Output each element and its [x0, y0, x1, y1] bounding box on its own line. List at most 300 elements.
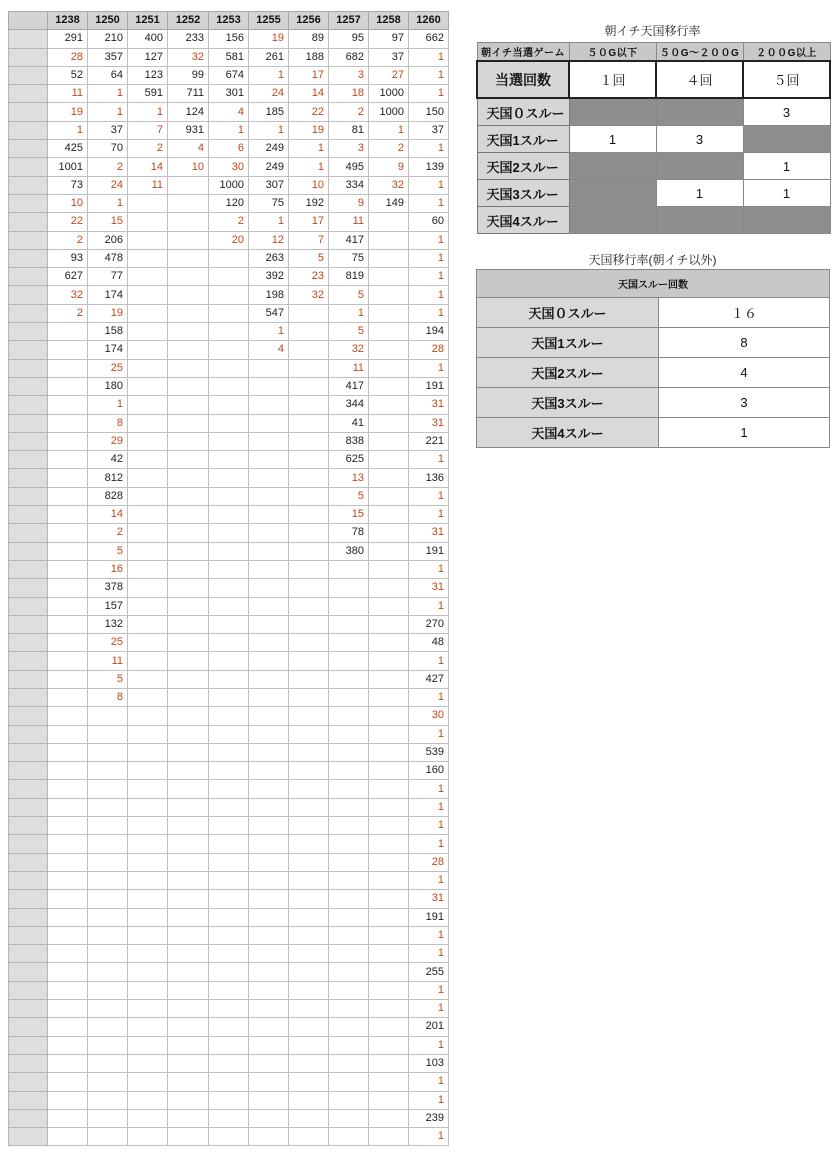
row-header-cell	[9, 487, 48, 505]
table-row	[9, 798, 449, 816]
data-cell	[369, 817, 409, 835]
data-cell: 160	[409, 762, 449, 780]
data-cell	[48, 560, 88, 578]
data-cell	[168, 469, 209, 487]
data-cell: 1000	[369, 103, 409, 121]
data-cell	[48, 853, 88, 871]
table-row	[9, 359, 449, 377]
data-cell: 28	[409, 853, 449, 871]
data-cell	[88, 1109, 128, 1127]
data-cell: 674	[209, 66, 249, 84]
data-cell	[289, 652, 329, 670]
data-cell: 344	[329, 396, 369, 414]
data-cell: 301	[209, 85, 249, 103]
data-cell	[209, 890, 249, 908]
data-cell: 1	[409, 817, 449, 835]
data-cell: 478	[88, 249, 128, 267]
data-cell	[88, 707, 128, 725]
data-cell: 31	[409, 890, 449, 908]
data-cell: 4	[209, 103, 249, 121]
data-cell	[249, 359, 289, 377]
data-cell: 25	[88, 634, 128, 652]
row-header-cell	[9, 780, 48, 798]
data-cell: 93	[48, 249, 88, 267]
table-row	[9, 762, 449, 780]
data-cell	[209, 249, 249, 267]
data-cell	[289, 1109, 329, 1127]
data-cell	[48, 377, 88, 395]
data-cell	[369, 871, 409, 889]
data-cell: 185	[249, 103, 289, 121]
empty-gray-cell	[569, 180, 656, 207]
heaven-through-label: 天国4スルー	[477, 418, 659, 448]
data-cell: 17	[289, 66, 329, 84]
data-cell	[289, 743, 329, 761]
data-cell: 1	[409, 487, 449, 505]
row-header-corner	[9, 12, 48, 30]
row-header-cell	[9, 688, 48, 706]
data-cell: 25	[88, 359, 128, 377]
table-row	[9, 652, 449, 670]
data-cell: 1	[409, 871, 449, 889]
data-cell	[249, 1109, 289, 1127]
count-cell: 8	[659, 328, 830, 358]
data-cell	[329, 853, 369, 871]
data-cell: 1	[409, 926, 449, 944]
data-cell	[329, 579, 369, 597]
data-cell	[249, 1000, 289, 1018]
data-cell	[249, 945, 289, 963]
heaven-through-label: 天国０スルー	[477, 98, 569, 126]
data-cell: 14	[128, 158, 168, 176]
data-cell: 27	[369, 66, 409, 84]
data-cell	[128, 707, 168, 725]
other-heaven-rate-table	[476, 269, 830, 448]
data-cell: 32	[289, 286, 329, 304]
data-cell	[168, 194, 209, 212]
data-cell: 191	[409, 908, 449, 926]
row-header-cell	[9, 213, 48, 231]
heaven-through-row	[477, 388, 830, 418]
data-cell	[128, 926, 168, 944]
row-header-cell	[9, 158, 48, 176]
data-cell	[209, 432, 249, 450]
data-cell	[128, 304, 168, 322]
data-cell: 28	[48, 48, 88, 66]
data-cell	[209, 853, 249, 871]
morning-header-cell: ５０G〜２００G	[656, 43, 743, 62]
data-cell	[48, 579, 88, 597]
data-cell	[48, 707, 88, 725]
data-cell: 1	[369, 121, 409, 139]
data-cell: 1	[409, 85, 449, 103]
row-header-cell	[9, 48, 48, 66]
row-header-cell	[9, 194, 48, 212]
data-cell	[329, 597, 369, 615]
data-cell	[289, 1073, 329, 1091]
data-cell: 19	[48, 103, 88, 121]
data-cell	[168, 579, 209, 597]
data-cell	[369, 926, 409, 944]
data-cell	[209, 1128, 249, 1146]
data-cell: 1	[409, 780, 449, 798]
data-cell	[329, 670, 369, 688]
data-cell: 1	[409, 688, 449, 706]
data-cell: 1	[409, 1128, 449, 1146]
data-cell	[128, 743, 168, 761]
data-cell	[369, 506, 409, 524]
data-cell	[128, 231, 168, 249]
data-cell: 1	[409, 1000, 449, 1018]
data-cell	[168, 798, 209, 816]
data-cell: 206	[88, 231, 128, 249]
data-cell	[48, 981, 88, 999]
data-cell: 1	[409, 835, 449, 853]
row-header-cell	[9, 85, 48, 103]
data-cell	[249, 890, 289, 908]
table-row	[9, 853, 449, 871]
data-cell	[289, 670, 329, 688]
data-cell	[369, 688, 409, 706]
data-cell: 31	[409, 414, 449, 432]
data-cell	[209, 597, 249, 615]
data-cell: 52	[48, 66, 88, 84]
empty-gray-cell	[569, 153, 656, 180]
data-cell: 77	[88, 268, 128, 286]
row-header-cell	[9, 615, 48, 633]
data-cell	[289, 506, 329, 524]
table-row	[9, 231, 449, 249]
data-cell: 10	[289, 176, 329, 194]
data-cell	[48, 341, 88, 359]
data-cell: 73	[48, 176, 88, 194]
data-cell	[369, 323, 409, 341]
data-cell	[168, 981, 209, 999]
row-header-cell	[9, 103, 48, 121]
data-cell	[249, 725, 289, 743]
data-cell: 32	[48, 286, 88, 304]
empty-gray-cell	[743, 207, 830, 234]
machine-column-header: 1255	[249, 12, 289, 30]
data-cell	[88, 1091, 128, 1109]
data-cell	[88, 871, 128, 889]
data-cell: 23	[289, 268, 329, 286]
data-cell	[369, 835, 409, 853]
data-cell	[209, 560, 249, 578]
data-cell	[88, 743, 128, 761]
data-cell	[289, 377, 329, 395]
data-cell: 249	[249, 140, 289, 158]
data-cell	[168, 725, 209, 743]
table-row	[9, 121, 449, 139]
data-cell: 14	[88, 506, 128, 524]
data-cell: 1	[409, 451, 449, 469]
table-row	[9, 158, 449, 176]
data-cell	[168, 542, 209, 560]
data-cell	[209, 542, 249, 560]
row-header-cell	[9, 1036, 48, 1054]
machine-column-header: 1260	[409, 12, 449, 30]
data-cell: 1	[209, 121, 249, 139]
table-row	[9, 1109, 449, 1127]
data-cell: 2	[329, 103, 369, 121]
data-cell	[209, 414, 249, 432]
data-cell: 11	[329, 359, 369, 377]
row-header-cell	[9, 1128, 48, 1146]
data-cell	[128, 377, 168, 395]
data-cell	[209, 670, 249, 688]
data-cell	[168, 652, 209, 670]
data-cell: 70	[88, 140, 128, 158]
data-cell: 1	[409, 1091, 449, 1109]
win-count-cell: ４回	[656, 61, 743, 98]
table-row	[9, 926, 449, 944]
data-cell	[168, 268, 209, 286]
data-cell: 9	[329, 194, 369, 212]
data-cell	[329, 1018, 369, 1036]
morning-table-title: 朝イチ天国移行率	[604, 24, 701, 38]
data-cell: 2	[48, 231, 88, 249]
heaven-through-row	[477, 328, 830, 358]
data-cell: 1	[409, 286, 449, 304]
data-cell: 28	[409, 341, 449, 359]
data-cell	[48, 1073, 88, 1091]
heaven-through-label: 天国2スルー	[477, 358, 659, 388]
data-cell	[128, 451, 168, 469]
data-cell: 4	[249, 341, 289, 359]
data-cell: 192	[289, 194, 329, 212]
table-row	[9, 725, 449, 743]
data-cell	[48, 1000, 88, 1018]
win-count-cell: ５回	[743, 61, 830, 98]
data-cell: 1	[409, 268, 449, 286]
data-cell	[289, 487, 329, 505]
data-cell: 581	[209, 48, 249, 66]
data-cell	[48, 524, 88, 542]
row-header-cell	[9, 652, 48, 670]
data-cell	[209, 1054, 249, 1072]
data-cell	[329, 1128, 369, 1146]
data-cell	[128, 560, 168, 578]
row-header-cell	[9, 1000, 48, 1018]
data-cell	[88, 835, 128, 853]
data-cell: 81	[329, 121, 369, 139]
machine-column-header: 1257	[329, 12, 369, 30]
heaven-through-row	[477, 418, 830, 448]
data-cell	[128, 670, 168, 688]
data-cell: 12	[249, 231, 289, 249]
data-cell	[209, 487, 249, 505]
data-cell	[128, 780, 168, 798]
data-cell	[209, 981, 249, 999]
table-row	[9, 1054, 449, 1072]
empty-gray-cell	[569, 207, 656, 234]
data-cell	[249, 688, 289, 706]
table-row	[9, 1091, 449, 1109]
row-header-cell	[9, 1109, 48, 1127]
data-cell: 75	[249, 194, 289, 212]
data-cell	[289, 853, 329, 871]
table-row	[9, 304, 449, 322]
data-cell	[249, 634, 289, 652]
data-cell	[249, 377, 289, 395]
data-cell	[369, 743, 409, 761]
table-row	[9, 1000, 449, 1018]
data-cell: 7	[289, 231, 329, 249]
data-cell	[329, 762, 369, 780]
data-cell	[88, 1036, 128, 1054]
data-cell	[209, 615, 249, 633]
row-header-cell	[9, 926, 48, 944]
data-cell	[168, 780, 209, 798]
data-cell	[128, 835, 168, 853]
data-cell: 188	[289, 48, 329, 66]
data-cell	[128, 249, 168, 267]
row-header-cell	[9, 670, 48, 688]
count-cell: １６	[659, 298, 830, 328]
table-row	[9, 707, 449, 725]
data-cell: 1	[88, 85, 128, 103]
data-cell: 357	[88, 48, 128, 66]
data-cell	[48, 1018, 88, 1036]
data-cell	[128, 579, 168, 597]
data-cell	[48, 688, 88, 706]
data-cell	[369, 1000, 409, 1018]
row-header-cell	[9, 432, 48, 450]
data-cell: 931	[168, 121, 209, 139]
data-cell	[289, 798, 329, 816]
data-cell	[48, 414, 88, 432]
data-cell: 1	[128, 103, 168, 121]
data-cell: 1	[409, 725, 449, 743]
data-cell	[128, 359, 168, 377]
table-row	[9, 560, 449, 578]
data-cell: 249	[249, 158, 289, 176]
data-cell	[168, 176, 209, 194]
data-cell	[369, 377, 409, 395]
data-cell	[329, 743, 369, 761]
data-cell	[369, 451, 409, 469]
data-cell	[128, 652, 168, 670]
data-cell: 75	[329, 249, 369, 267]
data-cell	[128, 1073, 168, 1091]
data-cell	[249, 487, 289, 505]
data-cell: 37	[369, 48, 409, 66]
data-cell	[329, 926, 369, 944]
data-cell	[48, 1036, 88, 1054]
table-row	[9, 176, 449, 194]
data-cell	[128, 542, 168, 560]
data-cell	[329, 798, 369, 816]
data-cell	[369, 231, 409, 249]
row-header-cell	[9, 579, 48, 597]
data-cell	[289, 560, 329, 578]
data-cell	[329, 560, 369, 578]
data-cell	[48, 451, 88, 469]
table-row	[9, 30, 449, 48]
data-cell: 136	[409, 469, 449, 487]
other-header-cell: 天国スルー回数	[477, 270, 830, 298]
row-header-cell	[9, 945, 48, 963]
data-cell	[128, 871, 168, 889]
data-cell	[128, 634, 168, 652]
data-cell: 41	[329, 414, 369, 432]
table-row	[9, 670, 449, 688]
data-cell	[369, 542, 409, 560]
data-cell	[369, 981, 409, 999]
data-cell	[48, 926, 88, 944]
data-cell	[329, 981, 369, 999]
row-header-cell	[9, 871, 48, 889]
machine-column-header: 1238	[48, 12, 88, 30]
data-cell	[249, 1018, 289, 1036]
data-cell	[128, 268, 168, 286]
data-cell	[128, 487, 168, 505]
table-row	[9, 1036, 449, 1054]
row-header-cell	[9, 853, 48, 871]
data-cell: 2	[88, 158, 128, 176]
data-cell: 1001	[48, 158, 88, 176]
data-cell: 157	[88, 597, 128, 615]
data-cell	[369, 652, 409, 670]
other-table-title: 天国移行率(朝イチ以外)	[588, 253, 717, 267]
table-row	[9, 524, 449, 542]
data-cell: 180	[88, 377, 128, 395]
data-cell: 19	[289, 121, 329, 139]
data-cell	[249, 835, 289, 853]
data-cell: 828	[88, 487, 128, 505]
morning-heaven-rate-table	[476, 42, 831, 234]
data-cell: 24	[88, 176, 128, 194]
data-cell	[168, 377, 209, 395]
data-cell: 18	[329, 85, 369, 103]
data-cell	[128, 688, 168, 706]
data-cell	[168, 1073, 209, 1091]
data-cell	[209, 524, 249, 542]
data-cell	[168, 323, 209, 341]
data-cell	[249, 981, 289, 999]
data-cell	[249, 1128, 289, 1146]
data-cell	[168, 249, 209, 267]
data-cell: 10	[48, 194, 88, 212]
data-cell	[369, 213, 409, 231]
table-row	[9, 249, 449, 267]
data-cell	[289, 524, 329, 542]
data-cell	[369, 469, 409, 487]
row-header-cell	[9, 249, 48, 267]
morning-header-cell: 朝イチ当選ゲーム	[477, 43, 569, 62]
data-cell: 31	[409, 396, 449, 414]
data-cell	[369, 725, 409, 743]
data-cell: 682	[329, 48, 369, 66]
data-cell	[128, 213, 168, 231]
data-cell	[128, 524, 168, 542]
data-cell: 625	[329, 451, 369, 469]
data-cell	[168, 853, 209, 871]
row-header-cell	[9, 268, 48, 286]
row-header-cell	[9, 304, 48, 322]
data-cell: 5	[329, 323, 369, 341]
table-row	[9, 469, 449, 487]
data-cell	[249, 670, 289, 688]
data-cell: 270	[409, 615, 449, 633]
data-cell	[128, 908, 168, 926]
data-cell: 2	[369, 140, 409, 158]
data-cell: 9	[369, 158, 409, 176]
data-cell: 261	[249, 48, 289, 66]
table-row	[9, 871, 449, 889]
data-cell	[369, 1091, 409, 1109]
